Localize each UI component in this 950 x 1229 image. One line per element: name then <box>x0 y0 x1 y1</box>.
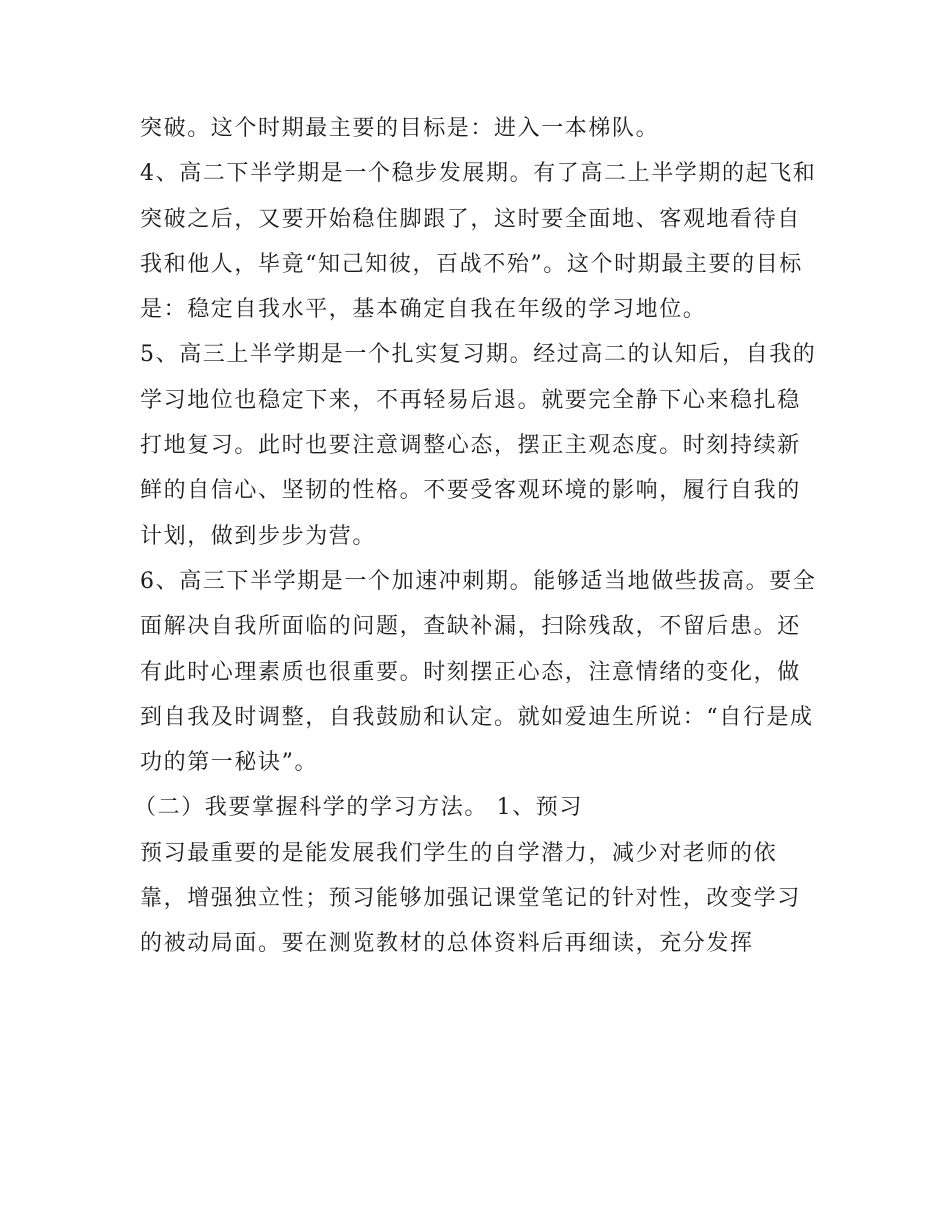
section-heading: （二）我要掌握科学的学习方法。 1、预习 <box>134 795 583 821</box>
paragraph-item-4: 4、高二下半学期是一个稳步发展期。有了高二上半学期的起飞和突破之后，又要开始稳住脚跟了，这时要全面地、客观地看待自我和他人，毕竟“知己知彼，百战不殆”。这个时期最主要的目标是：稳定自我水平，基本确定自我在年级的学习地位。 <box>140 161 817 323</box>
paragraph-preview: 预习最重要的是能发展我们学生的自学潜力，减少对老师的依靠，增强独立性；预习能够加强记课堂笔记的针对性，改变学习的被动局面。要在测览教材的总体资料后再细读，充分发挥 <box>140 840 801 957</box>
paragraph-item-5: 5、高三上半学期是一个扎实复习期。经过高二的认知后，自我的学习地位也稳定下来，不再轻易后退。就要完全静下心来稳扎稳打地复习。此时也要注意调整心态，摆正主观态度。时刻持续新鲜的自信心、坚韧的性格。不要受客观环境的影响，履行自我的计划，做到步步为营。 <box>140 342 817 549</box>
document-body <box>134 106 820 967</box>
paragraph-continuation: 突破。这个时期最主要的目标是：进入一本梯队。 <box>140 116 660 141</box>
paragraph-item-6: 6、高三下半学期是一个加速冲刺期。能够适当地做些拔高。要全面解决自我所面临的问题，查缺补漏，扫除残敌，不留后患。还有此时心理素质也很重要。时刻摆正心态，注意情绪的变化，做到自我及时调整，自我鼓励和认定。就如爱迪生所说：“自行是成功的第一秘诀”。 <box>140 568 817 776</box>
